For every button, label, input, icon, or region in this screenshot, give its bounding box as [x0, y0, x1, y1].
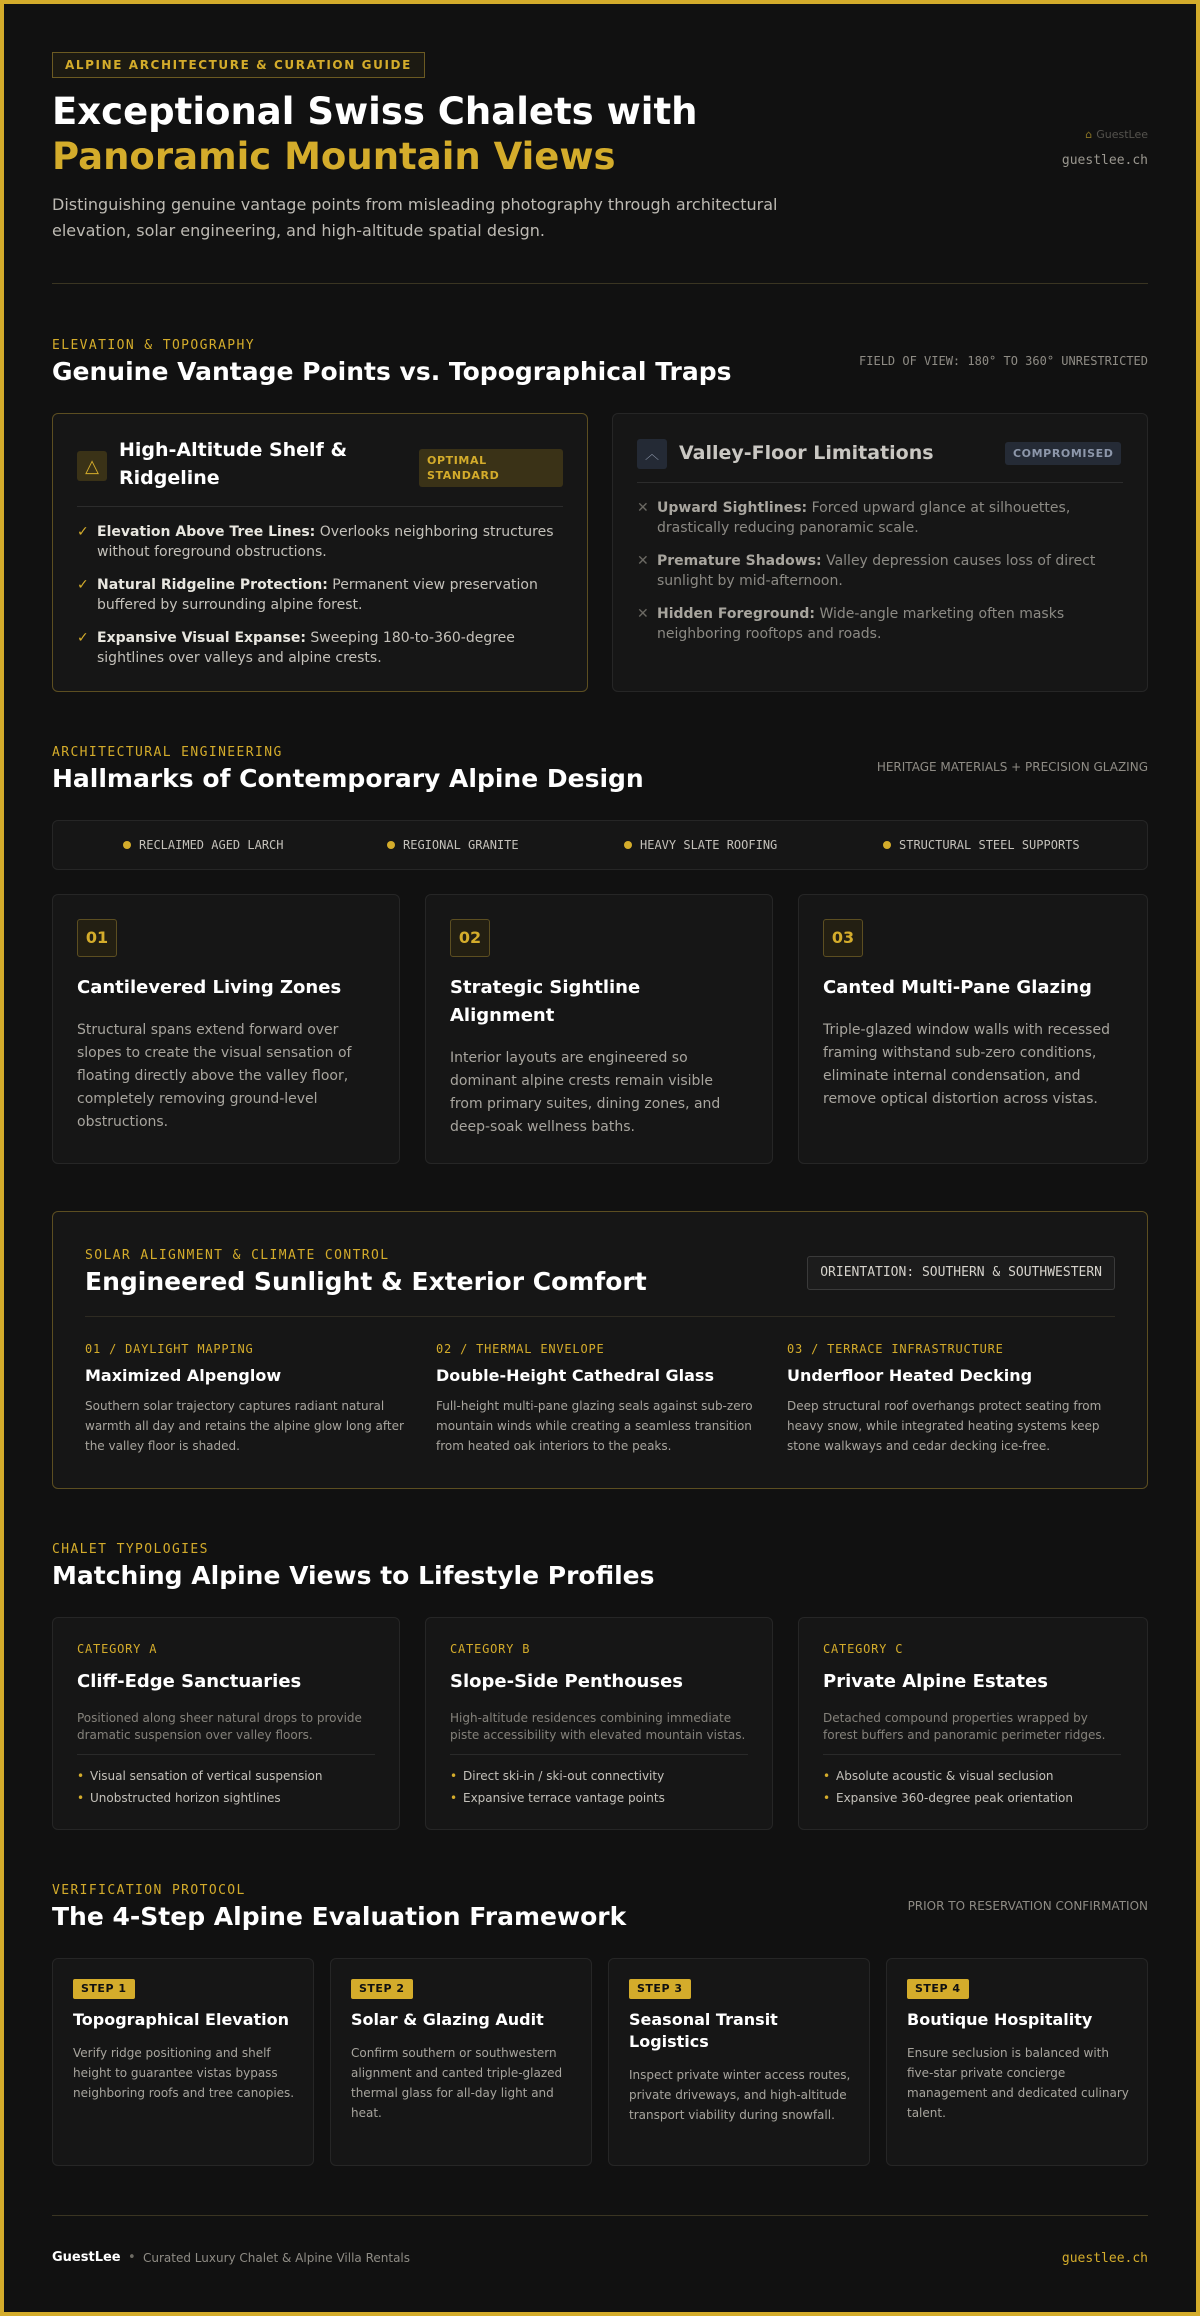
- material-item: STRUCTURAL STEEL SUPPORTS: [883, 838, 1080, 852]
- solar-col-eyebrow: 01 / DAYLIGHT MAPPING: [85, 1342, 254, 1356]
- cross-icon: ✕: [637, 500, 649, 516]
- protocol-note: PRIOR TO RESERVATION CONFIRMATION: [907, 1899, 1148, 1913]
- compromised-item: ✕ Premature Shadows: Valley depression causes loss of direct sunlight by mid-afternoon.: [637, 553, 1096, 589]
- card-divider: [637, 482, 1123, 483]
- elevation-note: FIELD OF VIEW: 180° TO 360° UNRESTRICTED: [859, 354, 1148, 368]
- design-note: HERITAGE MATERIALS + PRECISION GLAZING: [876, 760, 1148, 774]
- compromised-title: Valley-Floor Limitations: [679, 442, 934, 464]
- solar-col-body: Full-height multi-pane glazing seals against sub-zero mountain winds while creating a seamless transition from heated oak interiors to the peaks.: [436, 1399, 753, 1453]
- footer-tagline: Curated Luxury Chalet & Alpine Villa Rentals: [143, 2251, 411, 2265]
- check-icon: ✓: [77, 630, 89, 646]
- feature-card: [425, 894, 773, 1164]
- bullet-dot-icon: •: [77, 1791, 85, 1805]
- optimal-title: High-Altitude Shelf & Ridgeline: [119, 439, 348, 489]
- footer-separator: •: [128, 2250, 136, 2265]
- feature-body: Triple-glazed window walls with recessed framing withstand sub-zero conditions, eliminate internal condensation, and remove optical distortion across vistas.: [823, 1022, 1110, 1107]
- elevation-title: Genuine Vantage Points vs. Topographical Traps: [52, 357, 732, 386]
- step-tag: STEP 2: [351, 1979, 413, 1999]
- solar-panel: [52, 1211, 1148, 1489]
- bullet-dot-icon: •: [77, 1769, 85, 1783]
- feature-body: Interior layouts are engineered so dominant alpine crests remain visible from primary suites, dining zones, and deep-soak wellness baths.: [450, 1050, 721, 1135]
- check-icon: ✓: [77, 524, 89, 540]
- feature-number: 03: [823, 919, 863, 957]
- compromised-card: [612, 413, 1148, 692]
- step-body: Ensure seclusion is balanced with five-star private concierge management and dedicated culinary talent.: [907, 2046, 1129, 2120]
- solar-col-body: Deep structural roof overhangs protect seating from heavy snow, while integrated heating systems keep stone walkways and cedar decking ice-free.: [787, 1399, 1102, 1453]
- optimal-card: [52, 413, 588, 692]
- typology-card: [52, 1617, 400, 1830]
- step-card: [608, 1958, 870, 2166]
- step-title: Topographical Elevation: [73, 2010, 290, 2029]
- bullet-dot-icon: •: [823, 1769, 831, 1783]
- elevation-eyebrow: ELEVATION & TOPOGRAPHY: [52, 338, 255, 353]
- feature-card: [52, 894, 400, 1164]
- typology-category: CATEGORY A: [77, 1642, 158, 1656]
- step-tag: STEP 1: [73, 1979, 135, 1999]
- material-item: REGIONAL GRANITE: [387, 838, 519, 852]
- step-title: Solar & Glazing Audit: [351, 2010, 544, 2029]
- materials-bar: [52, 820, 1148, 870]
- card-divider: [823, 1754, 1121, 1755]
- step-card: [886, 1958, 1148, 2166]
- typology-bullet: • Visual sensation of vertical suspension: [77, 1769, 323, 1783]
- feature-title: Canted Multi-Pane Glazing: [823, 977, 1092, 998]
- step-title: Seasonal Transit Logistics: [629, 2010, 778, 2051]
- material-item: HEAVY SLATE ROOFING: [624, 838, 777, 852]
- feature-number: 02: [450, 919, 490, 957]
- mountain-logo-icon: ⌂: [1085, 128, 1093, 141]
- cross-icon: ✕: [637, 553, 649, 569]
- protocol-eyebrow: VERIFICATION PROTOCOL: [52, 1883, 246, 1898]
- solar-col-title: Underfloor Heated Decking: [787, 1366, 1033, 1385]
- typology-bullet: • Expansive terrace vantage points: [450, 1791, 665, 1805]
- compromised-item: ✕ Upward Sightlines: Forced upward glance at silhouettes, drastically reducing panoramic scale.: [637, 500, 1071, 536]
- feature-number: 01: [77, 919, 117, 957]
- mountain-triangle-icon: △: [77, 451, 107, 481]
- typologies-eyebrow: CHALET TYPOLOGIES: [52, 1542, 209, 1557]
- card-divider: [77, 506, 563, 507]
- protocol-title: The 4-Step Alpine Evaluation Framework: [52, 1902, 627, 1931]
- step-body: Verify ridge positioning and shelf height to guarantee vistas bypass neighboring roofs and tree canopies.: [73, 2046, 295, 2100]
- typology-bullet: • Absolute acoustic & visual seclusion: [823, 1769, 1054, 1783]
- feature-card: [798, 894, 1148, 1164]
- optimal-item: ✓ Expansive Visual Expanse: Sweeping 180-to-360-degree sightlines over valleys and alpine crests.: [77, 630, 515, 666]
- optimal-item: ✓ Natural Ridgeline Protection: Permanent view preservation buffered by surrounding alpine forest.: [77, 577, 538, 613]
- bullet-dot-icon: [123, 841, 131, 849]
- step-tag: STEP 3: [629, 1979, 691, 1999]
- feature-body: Structural spans extend forward over slopes to create the visual sensation of floating directly above the valley floor, completely removing ground-level obstructions.: [77, 1022, 352, 1130]
- footer-divider: [52, 2215, 1148, 2216]
- bullet-dot-icon: [387, 841, 395, 849]
- optimal-item: ✓ Elevation Above Tree Lines: Overlooks neighboring structures without foreground obstructions.: [77, 524, 554, 560]
- chevron-up-icon: ︿: [637, 439, 667, 469]
- typology-bullet: • Direct ski-in / ski-out connectivity: [450, 1769, 665, 1783]
- footer-brand: GuestLee: [52, 2250, 121, 2265]
- typology-desc: Positioned along sheer natural drops to provide dramatic suspension over valley floors.: [77, 1711, 362, 1742]
- bullet-dot-icon: [624, 841, 632, 849]
- brand-logo: [1085, 128, 1148, 141]
- brand-name: GuestLee: [1096, 128, 1148, 141]
- solar-eyebrow: SOLAR ALIGNMENT & CLIMATE CONTROL: [85, 1248, 390, 1263]
- typology-desc: Detached compound properties wrapped by forest buffers and panoramic perimeter ridges.: [823, 1711, 1106, 1742]
- bullet-dot-icon: •: [450, 1791, 458, 1805]
- optimal-badge: OPTIMAL STANDARD: [419, 449, 563, 487]
- typology-title: Slope-Side Penthouses: [450, 1671, 684, 1692]
- hero-title-line2: Panoramic Mountain Views: [52, 135, 616, 178]
- feature-title: Strategic Sightline Alignment: [450, 977, 641, 1026]
- compromised-item: ✕ Hidden Foreground: Wide-angle marketing often masks neighboring rooftops and roads.: [637, 606, 1065, 642]
- step-body: Inspect private winter access routes, private driveways, and high-altitude transport viability during snowfall.: [629, 2068, 851, 2122]
- bullet-dot-icon: •: [823, 1791, 831, 1805]
- cross-icon: ✕: [637, 606, 649, 622]
- feature-title: Cantilevered Living Zones: [77, 977, 342, 998]
- typology-title: Cliff-Edge Sanctuaries: [77, 1671, 302, 1692]
- hero-title-line1: Exceptional Swiss Chalets with: [52, 90, 698, 133]
- step-card: [330, 1958, 592, 2166]
- bullet-dot-icon: •: [450, 1769, 458, 1783]
- step-card: [52, 1958, 314, 2166]
- check-icon: ✓: [77, 577, 89, 593]
- typology-category: CATEGORY B: [450, 1642, 531, 1656]
- compromised-badge: COMPROMISED: [1005, 442, 1121, 465]
- hero-lede: Distinguishing genuine vantage points from misleading photography through architectural elevation, solar engineering, and high-altitude spatial design.: [52, 195, 778, 240]
- typology-category: CATEGORY C: [823, 1642, 904, 1656]
- panel-divider: [85, 1316, 1115, 1317]
- brand-url-link[interactable]: guestlee.ch: [1061, 153, 1148, 168]
- design-eyebrow: ARCHITECTURAL ENGINEERING: [52, 745, 283, 760]
- step-title: Boutique Hospitality: [907, 2010, 1093, 2029]
- solar-col-eyebrow: 02 / THERMAL ENVELOPE: [436, 1342, 605, 1356]
- typologies-title: Matching Alpine Views to Lifestyle Profiles: [52, 1561, 655, 1590]
- typology-bullet: • Expansive 360-degree peak orientation: [823, 1791, 1074, 1805]
- solar-col-eyebrow: 03 / TERRACE INFRASTRUCTURE: [787, 1342, 1004, 1356]
- typology-card: [798, 1617, 1148, 1830]
- solar-title: Engineered Sunlight & Exterior Comfort: [85, 1267, 647, 1296]
- step-body: Confirm southern or southwestern alignment and canted triple-glazed thermal glass for all-day light and heat.: [351, 2046, 563, 2120]
- bullet-dot-icon: [883, 841, 891, 849]
- guide-badge: ALPINE ARCHITECTURE & CURATION GUIDE: [52, 52, 425, 78]
- solar-col-title: Maximized Alpenglow: [85, 1366, 282, 1385]
- orientation-tag: ORIENTATION: SOUTHERN & SOUTHWESTERN: [807, 1256, 1115, 1290]
- step-tag: STEP 4: [907, 1979, 969, 1999]
- solar-col-body: Southern solar trajectory captures radiant natural warmth all day and retains the alpine glow long after the valley floor is shaded.: [85, 1399, 404, 1453]
- card-divider: [450, 1754, 748, 1755]
- typology-card: [425, 1617, 773, 1830]
- footer-url-link[interactable]: guestlee.ch: [1061, 2251, 1148, 2266]
- card-divider: [77, 1754, 375, 1755]
- solar-col-title: Double-Height Cathedral Glass: [436, 1366, 714, 1385]
- material-item: RECLAIMED AGED LARCH: [123, 838, 284, 852]
- divider: [52, 283, 1148, 284]
- typology-title: Private Alpine Estates: [823, 1671, 1048, 1692]
- typology-desc: High-altitude residences combining immediate piste accessibility with elevated mountain vistas.: [450, 1711, 746, 1742]
- typology-bullet: • Unobstructed horizon sightlines: [77, 1791, 281, 1805]
- design-title: Hallmarks of Contemporary Alpine Design: [52, 764, 644, 793]
